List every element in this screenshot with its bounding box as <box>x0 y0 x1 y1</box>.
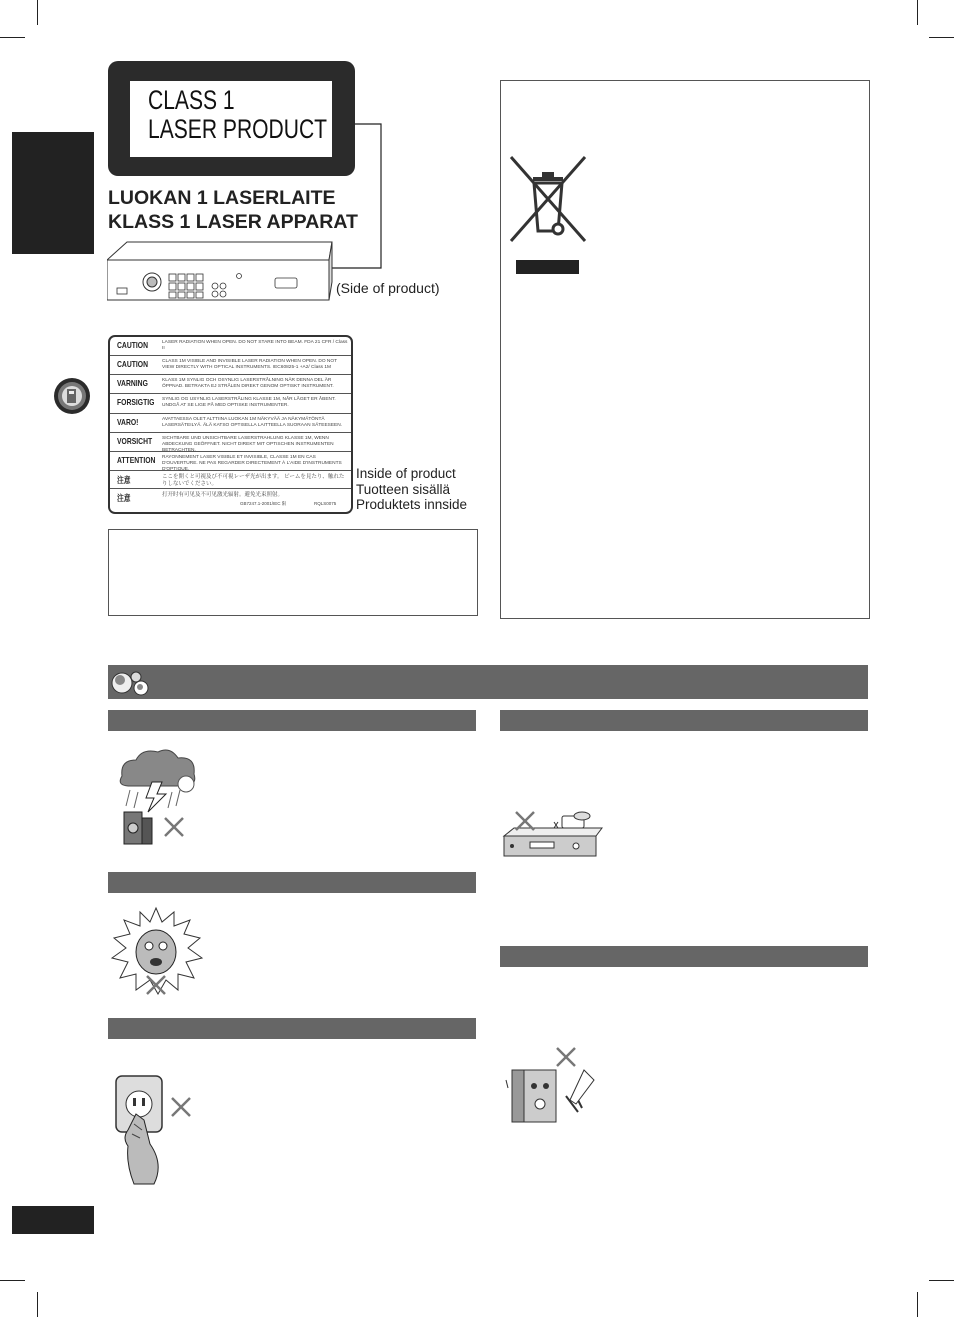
product-side-illustration <box>107 240 337 307</box>
warning-label: VORSICHT <box>117 436 153 446</box>
warning-label: FORSIGTIG <box>117 397 155 407</box>
warning-text: AVATTAESSA OLET ALTTIINA LUOKAN 1M NÄKYVÄÄ JA NÄKYMÄTÖNTÄ LASERSÄTEILYÄ. ÄLÄ KATSO OPTISELLA LAITTEELLA SUORAAN SÄTEESEEN. <box>162 417 343 428</box>
warning-text: SYNLIG OG USYNLIG LASERSTRÅLING KLASSE 1M, NÅR LÅGET ER ÅBENT. UNDGÅ AT SE LIGE PÅ MED OPTISKE INSTRUMENTER. <box>162 397 336 408</box>
crossed-out-wheelie-bin-icon <box>507 153 591 250</box>
table-footer-right: RQLS0075 <box>314 501 337 506</box>
warning-label: ATTENTION <box>117 455 156 465</box>
subsection-bar <box>500 710 868 731</box>
subsection-bar <box>108 872 476 893</box>
crop-mark <box>37 1292 38 1317</box>
cross-mark-icon <box>514 810 536 837</box>
laser-warning-table <box>108 335 353 514</box>
table-row <box>110 394 351 414</box>
black-bar-badge <box>516 260 579 274</box>
cross-mark-icon <box>163 816 185 843</box>
section-header-bar <box>108 665 868 699</box>
disc-icon <box>53 377 91 420</box>
bubbles-icon <box>110 667 152 702</box>
warning-text: 打开时有可见及不可见激光辐射。避免光束照射。 <box>162 492 284 498</box>
warning-text: LASER RADIATION WHEN OPEN. DO NOT STARE INTO BEAM. FDA 21 CFR / Class II <box>162 340 348 351</box>
laser-label-line1: CLASS 1 <box>148 85 235 115</box>
table-row <box>110 414 351 433</box>
cross-mark-icon <box>170 1096 192 1123</box>
warning-text: RAYONNEMENT LASER VISIBLE ET INVISIBLE, CLASSE 1M EN CAS D'OUVERTURE. NE PAS REGARDER DIRECTEMENT À L'AIDE D'INSTRUMENTS D'OPTIQUE. <box>162 455 342 472</box>
warning-label: 注意 <box>117 475 131 485</box>
warning-text: SICHTBARE UND UNSICHTBARE LASERSTRAHLUNG KLASSE 1M, WENN ABDECKUNG GEÖFFNET. NICHT DIREKT MIT OPTISCHEN INSTRUMENTEN BETRACHTEN. <box>162 436 334 453</box>
table-row <box>110 452 351 471</box>
warning-label: VARO! <box>117 417 139 427</box>
warning-label: VARNING <box>117 378 148 388</box>
table-row <box>110 337 351 356</box>
inside-caption-line3: Produktets innside <box>356 497 468 512</box>
laser-label-line2: LASER PRODUCT <box>148 114 328 144</box>
crop-mark <box>0 1280 25 1281</box>
subsection-bar <box>108 710 476 731</box>
inside-caption-line1: Inside of product <box>356 466 456 481</box>
inside-caption-line2: Tuotteen sisällä <box>356 481 451 497</box>
table-row <box>110 433 351 452</box>
warning-text: ここを開くと可視及び不可視レーザ光が出ます。 ビームを見たり、触れたりしないでください。 <box>162 474 345 487</box>
table-row <box>110 489 351 510</box>
crop-mark <box>929 1280 954 1281</box>
subsection-bar <box>108 1018 476 1039</box>
inside-of-product-caption <box>356 466 467 513</box>
notice-box <box>108 529 478 616</box>
warning-text: KLASS 1M SYNLIG OCH OSYNLIG LASERSTRÅLNING NÄR DENNA DEL ÄR ÖPPNAD. BETRAKTA EJ STRÅLEN DIREKT GENOM OPTISKT INSTRUMENT. <box>162 378 334 389</box>
table-footer-left: GB7247.1-2001/IEC 限 <box>240 501 287 506</box>
laser-notice-line1: LUOKAN 1 LASERLAITE <box>108 187 336 209</box>
table-row <box>110 356 351 375</box>
laser-notice-line2: KLASS 1 LASER APPARAT <box>108 211 358 233</box>
cross-mark-icon <box>145 974 167 1001</box>
warning-label: CAUTION <box>117 359 148 369</box>
wet-hand-outlet-icon <box>114 1074 200 1191</box>
page-number-tab <box>12 1206 94 1234</box>
warning-text: CLASS 1M VISIBLE AND INVISIBLE LASER RADIATION WHEN OPEN. DO NOT VIEW DIRECTLY WITH OPTICAL INSTRUMENTS. IEC60825-1 +A2/ Class 1M <box>162 359 337 370</box>
side-of-product-caption: (Side of product) <box>336 280 440 296</box>
thunderstorm-speaker-icon <box>112 746 204 851</box>
speaker-disassembly-icon <box>504 1060 602 1131</box>
subsection-bar <box>500 946 868 967</box>
laser-notice <box>108 186 358 234</box>
cross-mark-icon <box>555 1046 577 1073</box>
warning-label: CAUTION <box>117 340 148 350</box>
crop-mark <box>917 1292 918 1317</box>
table-row <box>110 471 351 489</box>
warning-label: 注意 <box>117 493 131 503</box>
table-row <box>110 375 351 394</box>
